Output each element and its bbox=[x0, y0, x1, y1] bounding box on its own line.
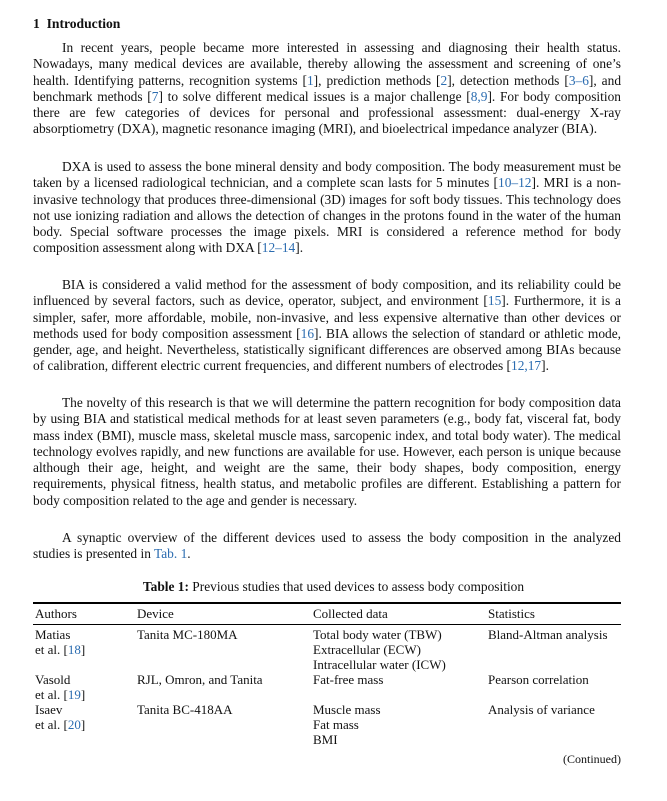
text-run: ], and benchmark methods [ bbox=[33, 72, 622, 104]
row-author: Isaev bbox=[35, 702, 63, 717]
text-run: ]. MRI is a non-invasive technology that produces three-dimensional (3D) images for soft body tissues. This technology does not use ionizing radiation and allows the detection of changes in the protons found in the water of the human body. Special software processes the image pixels. MRI is considered a reference method for body composition assessment along with DXA [ bbox=[33, 175, 621, 256]
paragraph-4 bbox=[33, 395, 621, 509]
row-collected-data: Fat-free mass bbox=[313, 672, 384, 687]
etal-text: et al. [ bbox=[35, 642, 68, 657]
section-title: Introduction bbox=[46, 16, 121, 31]
text-run: BIA is considered a valid method for the assessment of body composition, and its reliability could be influenced by several factors, such as device, operator, subject, and environment [ bbox=[33, 277, 621, 309]
row-device: Tanita MC-180MA bbox=[137, 627, 238, 642]
table-continued-note: (Continued) bbox=[563, 752, 621, 766]
row-device: RJL, Omron, and Tanita bbox=[137, 672, 263, 687]
row-statistics: Pearson correlation bbox=[488, 672, 589, 687]
header-authors: Authors bbox=[35, 606, 77, 621]
citation-link[interactable]: 2 bbox=[440, 72, 448, 88]
row-device: Tanita BC-418AA bbox=[137, 702, 233, 717]
paragraph-2 bbox=[33, 159, 621, 257]
row-author-etal bbox=[35, 687, 85, 702]
row-author-etal bbox=[35, 642, 85, 657]
text-run: ], prediction methods [ bbox=[313, 72, 441, 88]
citation-link[interactable]: Tab. 1 bbox=[154, 546, 188, 562]
citation-link[interactable]: 10–12 bbox=[498, 175, 532, 191]
text-run: In recent years, people became more interested in assessing and diagnosing their health status. Nowadays, many medical devices are available, thereby allowing the assessment and screening of one’s health. Identifying patterns, recognition systems [ bbox=[33, 40, 621, 88]
row-author: Vasold bbox=[35, 672, 71, 687]
citation-link[interactable]: 18 bbox=[67, 642, 81, 657]
row-collected-data: Total body water (TBW) bbox=[313, 627, 442, 642]
table-top-rule bbox=[33, 602, 621, 604]
citation-link[interactable]: 20 bbox=[67, 717, 81, 732]
citation-link[interactable]: 7 bbox=[151, 88, 159, 104]
paragraph-1 bbox=[33, 40, 621, 138]
header-statistics: Statistics bbox=[488, 606, 535, 621]
text-run: . bbox=[187, 546, 191, 562]
citation-link[interactable]: 19 bbox=[67, 687, 81, 702]
table-caption-label: Table 1: bbox=[142, 579, 189, 594]
bracket-close: ] bbox=[80, 687, 86, 702]
header-collected-data: Collected data bbox=[313, 606, 388, 621]
text-run: ], detection methods [ bbox=[447, 72, 569, 88]
etal-text: et al. [ bbox=[35, 717, 68, 732]
text-run: ]. bbox=[541, 358, 549, 374]
citation-link[interactable]: 12,17 bbox=[511, 358, 542, 374]
bracket-close: ] bbox=[80, 642, 86, 657]
row-author-etal bbox=[35, 717, 85, 732]
citation-link[interactable]: 16 bbox=[300, 325, 315, 341]
header-device: Device bbox=[137, 606, 174, 621]
citation-link[interactable]: 12–14 bbox=[261, 240, 296, 256]
text-run: ]. BIA allows the selection of standard or athletic mode, gender, age, and height. Nevertheless, statistically significant differences are observed among BIAs because of calibration, different electric current frequencies, and different numbers of electrodes [ bbox=[33, 325, 621, 374]
row-statistics: Bland-Altman analysis bbox=[488, 627, 608, 642]
row-author: Matias bbox=[35, 627, 71, 642]
text-run: ] to solve different medical issues is a major challenge [ bbox=[158, 88, 471, 104]
text-run: A synaptic overview of the different devices used to assess the body composition in the analyzed studies is presented in bbox=[33, 530, 621, 562]
bracket-close: ] bbox=[80, 717, 86, 732]
citation-link[interactable]: 8,9 bbox=[470, 88, 488, 104]
text-run: ]. bbox=[295, 240, 304, 256]
table-caption-text: Previous studies that used devices to assess body composition bbox=[192, 579, 525, 594]
table-caption bbox=[0, 579, 667, 595]
text-run: ]. For body composition there are few categories of devices for personal and professional assessment: dual-energy X-ray absorptiometry (DXA), magnetic resonance imaging (MRI), and bioelectrical impedance analyzer (BIA). bbox=[33, 88, 621, 137]
citation-link[interactable]: 1 bbox=[306, 72, 314, 88]
row-collected-data: Intracellular water (ICW) bbox=[313, 657, 446, 672]
row-statistics: Analysis of variance bbox=[488, 702, 595, 717]
paragraph-5 bbox=[33, 530, 621, 563]
text-run: DXA is used to assess the bone mineral density and body composition. The body measurement must be taken by a licensed radiological technician, and a complete scan lasts for 5 minutes [ bbox=[33, 159, 621, 191]
row-collected-data: Muscle mass bbox=[313, 702, 381, 717]
etal-text: et al. [ bbox=[35, 687, 68, 702]
section-heading bbox=[33, 16, 120, 32]
row-collected-data: Extracellular (ECW) bbox=[313, 642, 421, 657]
row-collected-data: Fat mass bbox=[313, 717, 359, 732]
citation-link[interactable]: 3–6 bbox=[568, 72, 589, 88]
table-header-rule bbox=[33, 624, 621, 625]
text-run: The novelty of this research is that we will determine the pattern recognition for body composition data by using BIA and statistical medical methods for at least seven parameters (e.g., body fat, visceral fat, body mass index (BMI), muscle mass, skeletal muscle mass, sarcopenic index, and total body water). The medical technology evolves rapidly, and new functions are available for use. However, each person is unique because although their age, height, and weight are the same, their body shapes, body composition, energy requirements, physical fitness, health status, and metabolic profiles are different. Establishing a pattern for body composition related to the age and gender is necessary. bbox=[33, 395, 621, 508]
paragraph-3 bbox=[33, 277, 621, 375]
section-number: 1 bbox=[33, 16, 40, 31]
row-collected-data: BMI bbox=[313, 732, 338, 747]
citation-link[interactable]: 15 bbox=[487, 293, 502, 309]
text-run: ]. Furthermore, it is a simpler, safer, more affordable, mobile, non-invasive, and less expensive alternative than other devices or methods used for body composition assessment [ bbox=[33, 293, 622, 341]
